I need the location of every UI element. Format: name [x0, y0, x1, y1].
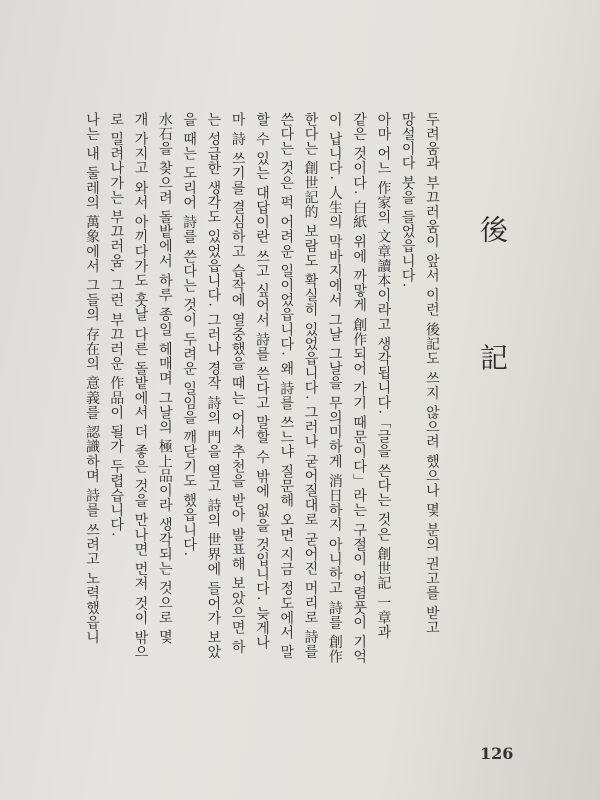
- body-text: [82, 112, 442, 732]
- text-column: 두려움과 부끄러움이 앞서 이런 後記도 쓰지 않으려 했으나 몇 분의 권고를 받고: [423, 112, 440, 635]
- text-column: 을 때는 도리어 詩를 쓴다는 것이 두려운 일임을 깨닫기도 했읍니다.: [181, 112, 198, 557]
- text-column: 쓴다는 것은 퍽 어려운 일이었읍니다. 왜 詩를 쓰느냐 질문해 오면 지금 정도에서 말: [278, 112, 295, 660]
- text-column: 아마 어느 作家의 文章讀本이라고 생각됩니다.「글을 쓴다는 것은 創世記 一章과: [375, 112, 392, 640]
- text-column: 할 수 있는 대답이란 쓰고 싶어서 詩를 쓴다고 말할 수 밖에 없을 것입니다. 늦게나: [253, 112, 270, 650]
- text-column: 한다는 創世記的 보람도 확실히 있었읍니다. 그러나 굳어질대로 굳어진 머리로 詩를: [302, 112, 319, 659]
- text-column: 개 가지고 와서 아끼다가도 훗날 다른 돌밭에서 더 좋은 것을 만나면 먼저 것이 밖으: [132, 112, 149, 660]
- page-number: 126: [480, 744, 514, 763]
- text-column: 망설이다 붓을 들었읍니다.: [399, 112, 416, 288]
- text-column: 로 밀려나가는 부끄러움, 그런 부끄러운 作品이 될가 두렵습니다.: [108, 112, 125, 538]
- page-heading: 後 記: [476, 215, 509, 407]
- text-column: 는 성급한 생각도 있었읍니다. 그러나 경작 詩의 門을 열고 詩의 世界에 들어가 보았: [205, 112, 222, 660]
- text-column: 나는 내 둘레의 萬象에서 그들의 存在의 意義를 認識하며 詩를 쓰려고 노력했읍니: [84, 112, 100, 645]
- text-column: 같은 것이다. 白紙 위에 까맣게 創作되어 가기 때문이다」라는 구절이 어렴풋이 기억: [351, 112, 368, 664]
- text-column: 水石을 찾으려 돌밭에서 하루 종일 헤매며 그날의 極上品이라 생각되는 것으로 몇: [156, 112, 173, 645]
- text-column: 마 詩 쓰기를 결심하고 습작에 열중했을 때는 어서 추천을 받아 발표해 보았으면 하: [229, 112, 246, 655]
- text-column: 이 납니다. 人生의 막바지에서 그날 그날을 무의미하게 消日하지 아니하고 詩를 創作: [326, 112, 343, 664]
